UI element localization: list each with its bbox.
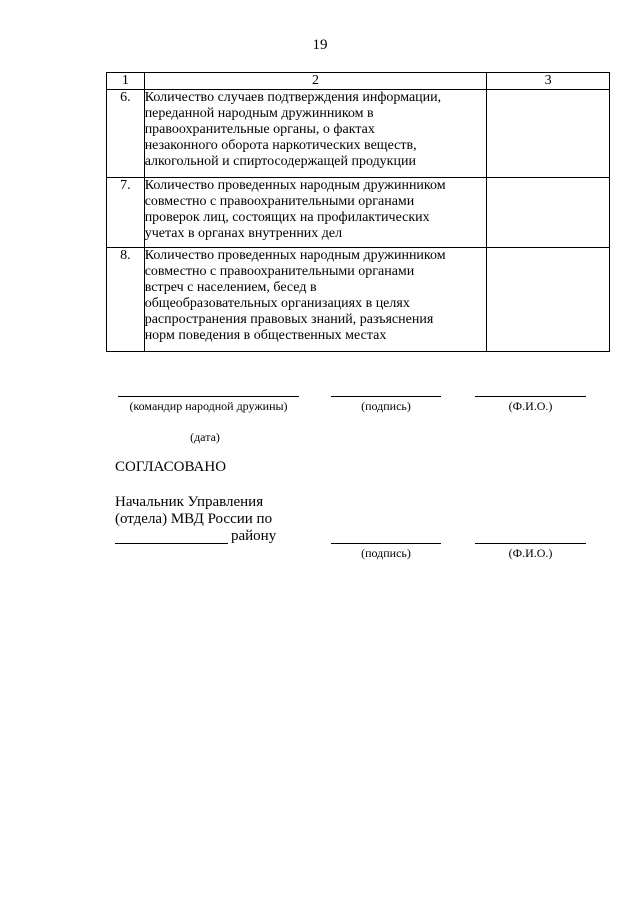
row-description-line: совместно с правоохранительными органами — [144, 264, 415, 279]
row-number: 6. — [107, 90, 145, 178]
approval-signature-caption: (подпись) — [361, 546, 411, 560]
approval-line-3: району — [231, 528, 277, 544]
row-number: 8. — [107, 248, 145, 352]
row-description-line: проверок лиц, состоящих на профилактических — [144, 210, 430, 225]
row-description-line: Количество проведенных народным дружинником — [144, 178, 446, 193]
commander-caption: (командир народной дружины) — [129, 399, 288, 413]
row-description-line: норм поведения в общественных местах — [144, 328, 387, 343]
row-description-line: Количество проведенных народным дружинником — [144, 248, 446, 263]
row-description-line: распространения правовых знаний, разъяснения — [144, 312, 434, 327]
table-row — [107, 178, 610, 248]
header-col-3: 3 — [487, 73, 610, 90]
row-value — [487, 178, 610, 248]
row-description-line: переданной народным дружинником в — [144, 106, 374, 121]
report-table — [106, 72, 610, 352]
approval-name-line — [475, 543, 586, 544]
district-blank-line — [115, 543, 228, 544]
table-row — [107, 90, 610, 178]
row-description — [144, 248, 487, 352]
table-row — [107, 248, 610, 352]
table-header-row — [107, 73, 610, 90]
row-description — [144, 178, 487, 248]
header-col-2: 2 — [144, 73, 487, 90]
row-value — [487, 248, 610, 352]
commander-signature-line — [118, 396, 299, 397]
approval-signature-line — [331, 543, 441, 544]
row-description-line: правоохранительные органы, о фактах — [144, 122, 375, 137]
approval-name-caption: (Ф.И.О.) — [508, 546, 553, 560]
page-number: 19 — [312, 37, 328, 53]
row-description-line: Количество случаев подтверждения информации, — [144, 90, 442, 105]
row-description — [144, 90, 487, 178]
row-description-line: учетах в органах внутренних дел — [144, 226, 343, 241]
signature-caption: (подпись) — [361, 399, 411, 413]
approval-line-2: (отдела) МВД России по — [115, 511, 273, 527]
approval-line-1: Начальник Управления — [115, 494, 264, 510]
row-description-line: незаконного оборота наркотических веществ, — [144, 138, 417, 153]
date-caption: (дата) — [190, 430, 220, 444]
name-caption: (Ф.И.О.) — [508, 399, 553, 413]
row-number: 7. — [107, 178, 145, 248]
row-value — [487, 90, 610, 178]
row-description-line: алкогольной и спиртосодержащей продукции — [144, 154, 416, 169]
row-description-line: совместно с правоохранительными органами — [144, 194, 415, 209]
approval-heading: СОГЛАСОВАНО — [115, 459, 227, 475]
header-col-1: 1 — [107, 73, 145, 90]
row-description-line: общеобразовательных организациях в целях — [144, 296, 410, 311]
row-description-line: встреч с населением, бесед в — [144, 280, 317, 295]
name-line — [475, 396, 586, 397]
signature-line — [331, 396, 441, 397]
